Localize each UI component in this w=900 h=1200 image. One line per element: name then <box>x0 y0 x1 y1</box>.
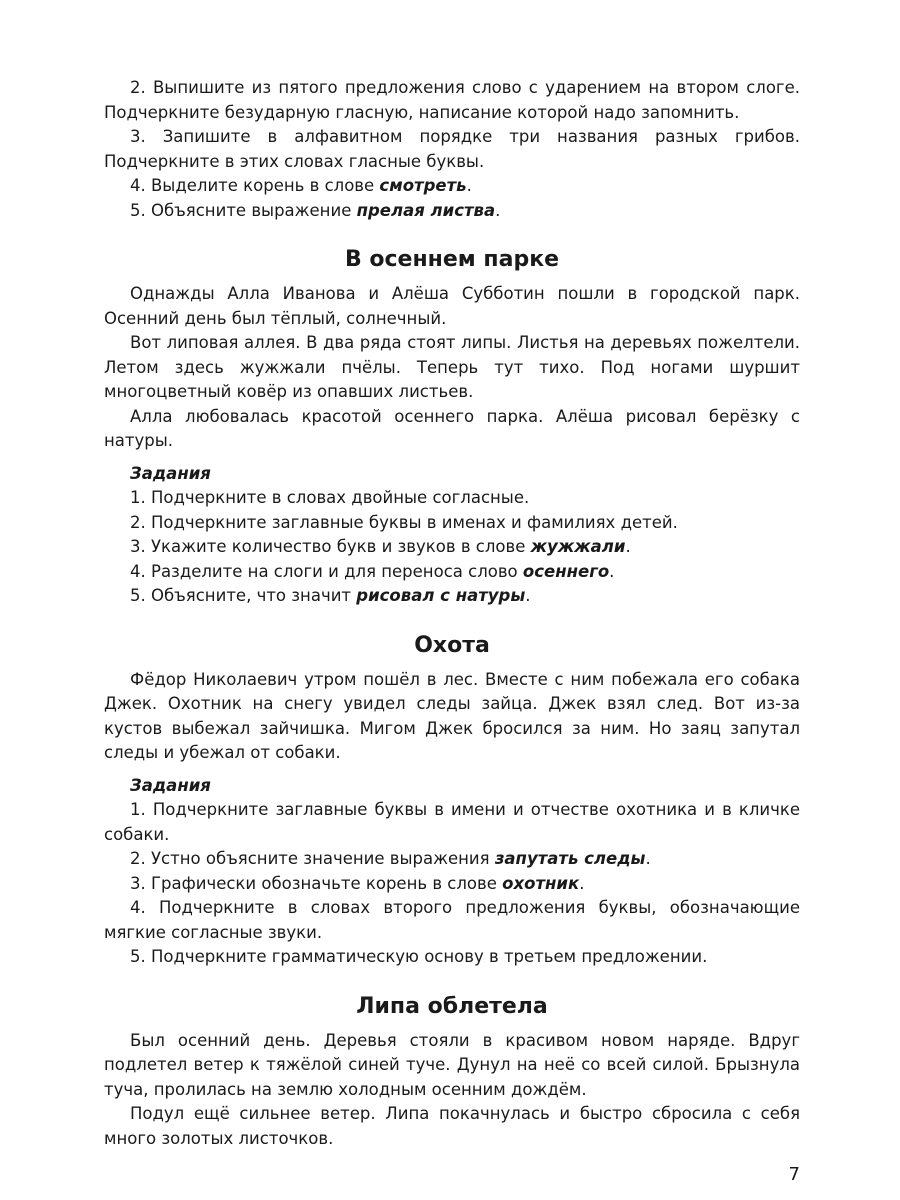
emphasized-word: прелая листва <box>356 200 496 220</box>
top-task-list <box>104 76 800 223</box>
emphasized-word: смотреть <box>379 176 467 195</box>
body-paragraph: Вот липовая аллея. В два ряда стоят липы. Листья на деревьях пожелтели. Летом здесь жужжали пчёлы. Теперь тут тихо. Под ногами шуршит многоцветный ковёр из опавших листьев. <box>104 333 800 401</box>
emphasized-word: жужжали <box>530 537 626 556</box>
body-paragraph: Алла любовалась красотой осеннего парка. Алёша рисовал берёзку с натуры. <box>104 406 800 450</box>
task-item: 2. Выпишите из пятого предложения слово с ударением на втором слоге. Подчеркните безударную гласную, написание которой надо запомнить. <box>104 78 800 122</box>
emphasized-word: осеннего <box>522 561 610 581</box>
section-title: В осеннем парке <box>344 247 560 272</box>
task-item: 5. Подчеркните грамматическую основу в третьем предложении. <box>130 947 708 966</box>
emphasized-word: запутать следы <box>494 849 646 868</box>
emphasized-word: рисовал с натуры <box>356 586 526 605</box>
task-item: 2. Устно объясните значение выражения запутать следы. <box>130 849 651 868</box>
task-item: 5. Объясните, что значит рисовал с натуры. <box>130 586 531 605</box>
task-item: 3. Запишите в алфавитном порядке три названия разных грибов. Подчеркните в этих словах гласные буквы. <box>104 127 800 171</box>
task-item: 4. Выделите корень в слове смотреть. <box>130 176 472 195</box>
emphasized-word: охотник <box>502 873 580 893</box>
task-item: 1. Подчеркните в словах двойные согласные. <box>130 488 530 507</box>
section-title: Липа облетела <box>356 993 548 1019</box>
task-item: 2. Подчеркните заглавные буквы в именах и фамилиях детей. <box>130 512 678 532</box>
tasks-heading: Задания <box>130 463 211 483</box>
task-item: 3. Графически обозначьте корень в слове охотник. <box>130 873 585 893</box>
page-content <box>104 76 800 1151</box>
tasks-heading: Задания <box>130 775 211 795</box>
task-item: 4. Подчеркните в словах второго предложения буквы, обозначающие мягкие согласные звуки. <box>104 898 800 942</box>
task-item: 3. Укажите количество букв и звуков в слове жужжали. <box>130 537 631 556</box>
section-title: Охота <box>414 632 490 658</box>
body-paragraph: Однажды Алла Иванова и Алёша Субботин пошли в городской парк. Осенний день был тёплый, солнечный. <box>104 284 800 328</box>
body-paragraph: Был осенний день. Деревья стояли в красивом новом наряде. Вдруг подлетел ветер к тяжёлой синей туче. Дунул на неё со всей силой. Брызнула туча, пролилась на землю холодным осенним дождём. <box>104 1030 800 1099</box>
task-item: 4. Разделите на слоги и для переноса слово осеннего. <box>130 561 615 581</box>
task-item: 5. Объясните выражение прелая листва. <box>130 200 501 220</box>
task-item: 1. Подчеркните заглавные буквы в имени и отчестве охотника и в кличке собаки. <box>104 800 800 844</box>
page-number: 7 <box>788 1164 800 1185</box>
body-paragraph: Подул ещё сильнее ветер. Липа покачнулась и быстро сбросила с себя много золотых листочков. <box>104 1104 800 1148</box>
body-paragraph: Фёдор Николаевич утром пошёл в лес. Вместе с ним побежала его собака Джек. Охотник на снегу увидел следы зайца. Джек взял след. Вот из-за кустов выбежал зайчишка. Мигом Джек бросился за ним. Но заяц запутал следы и убежал от собаки. <box>104 669 800 762</box>
